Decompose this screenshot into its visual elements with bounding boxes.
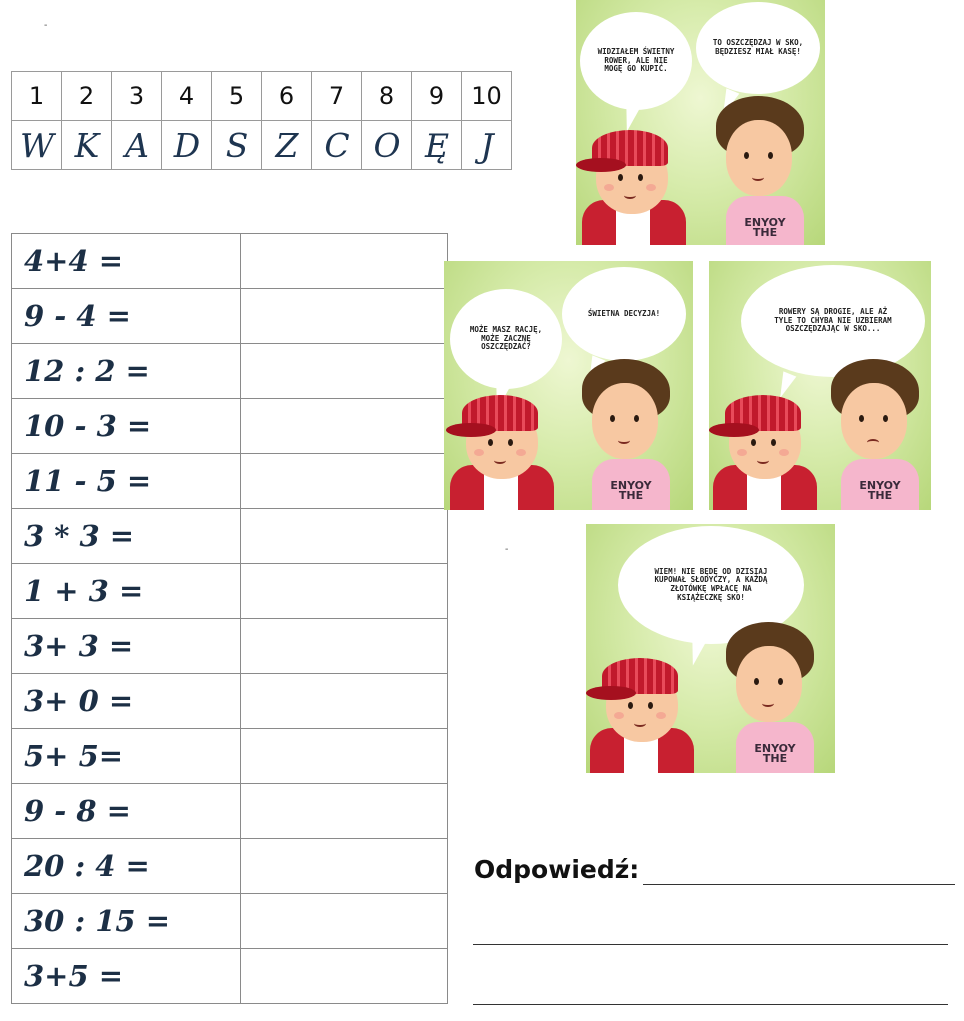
answer-cell[interactable] [241,234,448,289]
key-letter: C [312,121,362,170]
answer-cell[interactable] [241,784,448,839]
answer-cell[interactable] [241,729,448,784]
answer-cell[interactable] [241,289,448,344]
key-number: 5 [212,72,262,121]
math-expression: 5+ 5= [12,729,241,784]
math-expression: 4+4 = [12,234,241,289]
key-number: 2 [62,72,112,121]
answer-cell[interactable] [241,674,448,729]
math-expression: 12 : 2 = [12,344,241,399]
table-row [12,344,448,399]
key-letter: S [212,121,262,170]
table-row [12,289,448,344]
key-letter: Z [262,121,312,170]
answer-cell[interactable] [241,509,448,564]
key-letter: Ę [412,121,462,170]
math-expression: 1 + 3 = [12,564,241,619]
answer-label: Odpowiedź: [474,855,640,884]
answer-cell[interactable] [241,619,448,674]
boy-with-cap-illustration [711,395,821,510]
math-expression: 30 : 15 = [12,894,241,949]
key-number: 6 [262,72,312,121]
key-number-row [12,72,512,121]
tee-print: ENYOY THE [610,479,652,503]
math-expression: 3+5 = [12,949,241,1004]
key-letter: W [12,121,62,170]
boy-with-cap-illustration [588,658,698,773]
table-row [12,784,448,839]
stray-mark: - [505,544,509,555]
speech-bubble: TO OSZCZĘDZAJ W SKO, BĘDZIESZ MIAŁ KASĘ! [696,2,820,94]
key-letter: J [462,121,512,170]
math-exercise-table [11,233,448,1004]
speech-bubble: ŚWIETNA DECYZJA! [562,267,686,361]
math-expression: 3+ 3 = [12,619,241,674]
boy-with-cap-illustration [580,130,690,245]
stray-mark: - [44,20,48,31]
key-letter: O [362,121,412,170]
answer-line-2[interactable] [473,944,948,945]
math-expression: 9 - 8 = [12,784,241,839]
key-letter-row [12,121,512,170]
math-expression: 3 * 3 = [12,509,241,564]
tee-print: ENYOY THE [744,216,786,240]
table-row [12,454,448,509]
answer-cell[interactable] [241,839,448,894]
answer-line-3[interactable] [473,1004,948,1005]
speech-bubble: ROWERY SĄ DROGIE, ALE AŻ TYLE TO CHYBA NIE UZBIERAM OSZCZĘDZAJĄC W SKO... [741,265,925,377]
speech-bubble: MOŻE MASZ RACJĘ, MOŻE ZACZNĘ OSZCZĘDZAĆ? [450,289,562,389]
key-number: 7 [312,72,362,121]
answer-cell[interactable] [241,949,448,1004]
table-row [12,729,448,784]
key-number: 10 [462,72,512,121]
answer-cell[interactable] [241,454,448,509]
comic-panel-2 [444,261,693,510]
tee-print: ENYOY THE [859,479,901,503]
answer-cell[interactable] [241,399,448,454]
key-letter: D [162,121,212,170]
curly-hair-boy-illustration [722,622,826,772]
math-expression: 11 - 5 = [12,454,241,509]
math-expression: 9 - 4 = [12,289,241,344]
speech-bubble: WIDZIAŁEM ŚWIETNY ROWER, ALE NIE MOGĘ GO KUPIĆ. [580,12,692,110]
table-row [12,564,448,619]
key-number: 9 [412,72,462,121]
answer-cell[interactable] [241,564,448,619]
table-row [12,894,448,949]
curly-hair-boy-illustration [827,359,931,509]
curly-hair-boy-illustration [712,96,816,245]
answer-cell[interactable] [241,344,448,399]
cipher-key-table [11,71,512,170]
table-row [12,839,448,894]
speech-bubble: WIEM! NIE BĘDĘ OD DZISIAJ KUPOWAŁ SŁODYCZY, A KAŻDĄ ZŁOTÓWKĘ WPŁACĘ NA KSIĄŻECZKĘ SKO! [618,526,804,644]
key-number: 3 [112,72,162,121]
tee-print: ENYOY THE [754,742,796,766]
comic-panel-4 [586,524,835,773]
table-row [12,234,448,289]
table-row [12,619,448,674]
math-expression: 10 - 3 = [12,399,241,454]
math-expression: 3+ 0 = [12,674,241,729]
curly-hair-boy-illustration [578,359,682,509]
key-number: 1 [12,72,62,121]
boy-with-cap-illustration [448,395,558,510]
comic-panel-1 [576,0,825,245]
key-number: 8 [362,72,412,121]
table-row [12,674,448,729]
key-number: 4 [162,72,212,121]
table-row [12,509,448,564]
math-expression: 20 : 4 = [12,839,241,894]
answer-cell[interactable] [241,894,448,949]
comic-panel-3 [709,261,931,510]
key-letter: A [112,121,162,170]
answer-line-1[interactable] [643,884,955,885]
key-letter: K [62,121,112,170]
table-row [12,399,448,454]
table-row [12,949,448,1004]
